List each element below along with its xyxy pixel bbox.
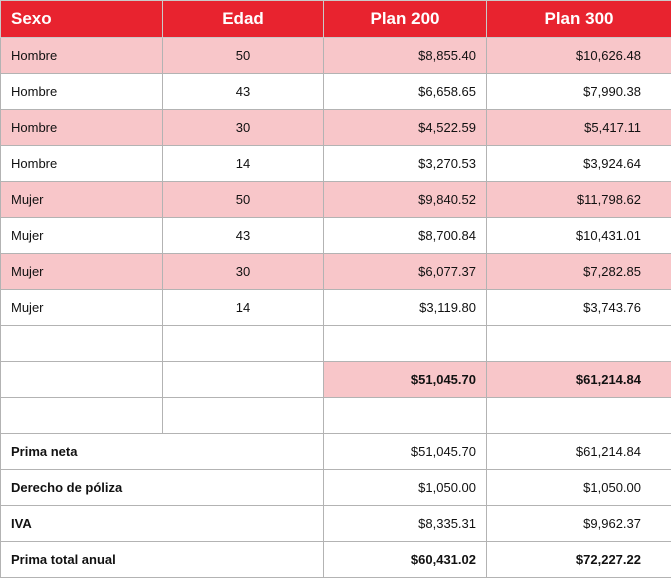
cell-plan-200: $6,077.37 (324, 254, 487, 290)
cell-plan-200: $3,119.80 (324, 290, 487, 326)
cell-plan-300: $7,282.85 (487, 254, 671, 290)
table-row (1, 218, 671, 254)
empty-cell (1, 326, 163, 362)
empty-cell (1, 362, 163, 398)
table-row (1, 38, 671, 74)
empty-cell (487, 326, 671, 362)
summary-row-prima-neta (1, 434, 671, 470)
table-row (1, 110, 671, 146)
summary-plan-200: $8,335.31 (324, 506, 487, 542)
empty-cell (487, 398, 671, 434)
cell-edad: 30 (163, 254, 324, 290)
cell-plan-300: $11,798.62 (487, 182, 671, 218)
cell-plan-300: $3,743.76 (487, 290, 671, 326)
table-row (1, 290, 671, 326)
cell-edad: 14 (163, 290, 324, 326)
cell-edad: 43 (163, 218, 324, 254)
summary-label: Prima total anual (1, 542, 324, 578)
summary-plan-200: $60,431.02 (324, 542, 487, 578)
empty-cell (163, 326, 324, 362)
cell-plan-300: $3,924.64 (487, 146, 671, 182)
cell-sexo: Mujer (1, 254, 163, 290)
cell-plan-200: $8,855.40 (324, 38, 487, 74)
table-row (1, 182, 671, 218)
empty-row (1, 398, 671, 434)
cell-sexo: Hombre (1, 38, 163, 74)
empty-cell (1, 398, 163, 434)
cell-plan-200: $6,658.65 (324, 74, 487, 110)
header-plan-300: Plan 300 (487, 1, 671, 38)
cell-plan-200: $4,522.59 (324, 110, 487, 146)
summary-plan-300: $61,214.84 (487, 434, 671, 470)
table-row (1, 74, 671, 110)
cell-edad: 50 (163, 38, 324, 74)
cell-edad: 50 (163, 182, 324, 218)
total-plan-300: $61,214.84 (487, 362, 671, 398)
summary-row-prima-total (1, 542, 671, 578)
summary-row-derecho-poliza (1, 470, 671, 506)
table-row (1, 146, 671, 182)
cell-sexo: Hombre (1, 74, 163, 110)
cell-sexo: Mujer (1, 290, 163, 326)
header-row (1, 1, 671, 38)
cell-plan-200: $8,700.84 (324, 218, 487, 254)
summary-plan-200: $51,045.70 (324, 434, 487, 470)
cell-sexo: Hombre (1, 110, 163, 146)
cell-sexo: Mujer (1, 218, 163, 254)
empty-cell (324, 398, 487, 434)
cell-plan-200: $9,840.52 (324, 182, 487, 218)
summary-label: Prima neta (1, 434, 324, 470)
cell-edad: 30 (163, 110, 324, 146)
header-edad: Edad (163, 1, 324, 38)
summary-row-iva (1, 506, 671, 542)
summary-plan-200: $1,050.00 (324, 470, 487, 506)
totals-row (1, 362, 671, 398)
cell-plan-300: $10,431.01 (487, 218, 671, 254)
total-plan-200: $51,045.70 (324, 362, 487, 398)
cell-plan-300: $10,626.48 (487, 38, 671, 74)
summary-plan-300: $1,050.00 (487, 470, 671, 506)
table-row (1, 254, 671, 290)
empty-cell (163, 398, 324, 434)
summary-label: IVA (1, 506, 324, 542)
cell-plan-300: $5,417.11 (487, 110, 671, 146)
cell-edad: 14 (163, 146, 324, 182)
empty-cell (324, 326, 487, 362)
cell-sexo: Hombre (1, 146, 163, 182)
header-plan-200: Plan 200 (324, 1, 487, 38)
summary-plan-300: $9,962.37 (487, 506, 671, 542)
empty-row (1, 326, 671, 362)
cell-plan-200: $3,270.53 (324, 146, 487, 182)
cell-edad: 43 (163, 74, 324, 110)
header-sexo: Sexo (1, 1, 163, 38)
summary-plan-300: $72,227.22 (487, 542, 671, 578)
cell-sexo: Mujer (1, 182, 163, 218)
empty-cell (163, 362, 324, 398)
summary-label: Derecho de póliza (1, 470, 324, 506)
cell-plan-300: $7,990.38 (487, 74, 671, 110)
